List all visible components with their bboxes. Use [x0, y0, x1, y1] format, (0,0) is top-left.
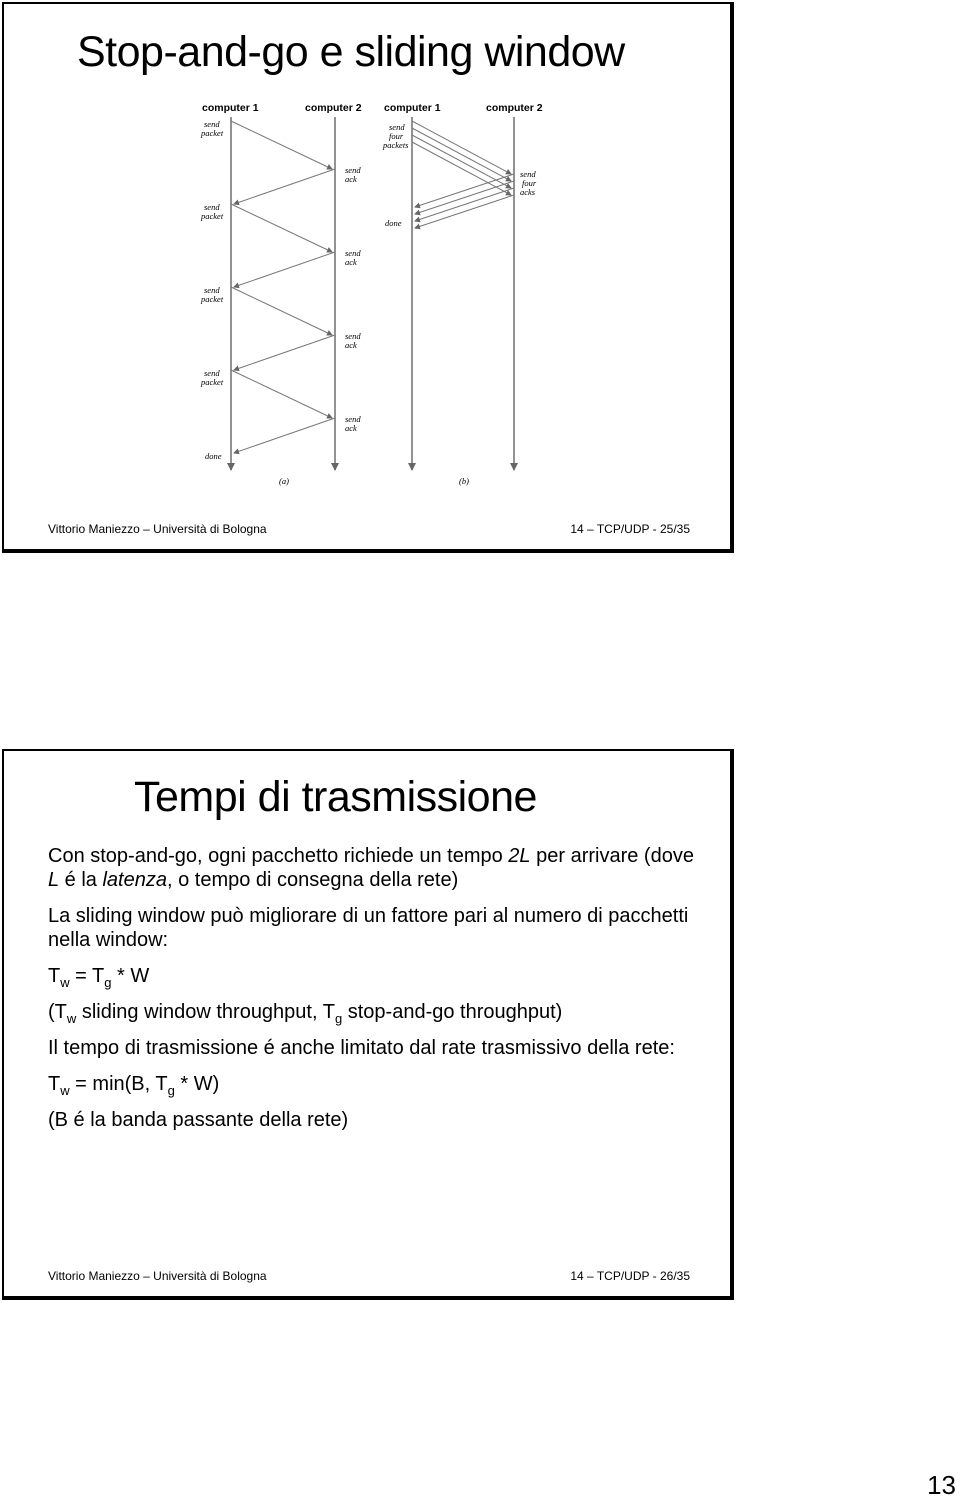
svg-text:ack: ack [345, 257, 357, 267]
footer-slide-number: 14 – TCP/UDP - 25/35 [570, 522, 690, 536]
paragraph-throughput-legend: ($T_w$ sliding window throughput, $T_g$ stop-and-go throughput) [48, 1001, 563, 1026]
slide-body [48, 844, 708, 1144]
svg-text:four: four [522, 178, 537, 188]
svg-text:packet: packet [201, 294, 224, 304]
svg-text:acks: acks [520, 187, 536, 197]
diagram-a-computer1-header: computer 1 [202, 102, 259, 114]
svg-text:four: four [389, 131, 404, 141]
formula-tw-min: $T_w = \min(B$, $T_g * W$) [48, 1073, 220, 1098]
slide-footer [48, 522, 690, 536]
svg-text:packet: packet [201, 211, 224, 221]
footer-author: Vittorio Maniezzo – Università di Bologna [48, 522, 267, 536]
svg-text:packet: packet [201, 128, 224, 138]
diagram-a-computer2-header: computer 2 [305, 102, 362, 114]
svg-text:ack: ack [345, 423, 357, 433]
diagram-b-caption: (b) [459, 476, 469, 486]
svg-text:send: send [345, 248, 361, 258]
paragraph-bandwidth: (B é la banda passante della rete) [48, 1109, 349, 1131]
footer-slide-number: 14 – TCP/UDP - 26/35 [570, 1269, 690, 1283]
diagram-a-messages [231, 121, 335, 453]
svg-text:send: send [204, 119, 220, 129]
svg-text:done: done [385, 218, 402, 228]
svg-text:send: send [204, 285, 220, 295]
slide-stop-and-go [2, 2, 734, 553]
svg-text:send: send [345, 165, 361, 175]
diagram-a-caption: (a) [279, 476, 289, 486]
svg-text:done: done [205, 451, 222, 461]
paragraph-stop-and-go: Con stop-and-go, ogni pacchetto richiede un tempo 2L per arrivare (dove L é la latenza, o tempo di consegna della rete) [48, 845, 694, 891]
paragraph-sliding-window: La sliding window può migliorare di un fattore pari al numero di pacchetti nella window: [48, 905, 689, 951]
svg-text:packets: packets [383, 140, 409, 150]
svg-text:send: send [204, 368, 220, 378]
svg-text:send: send [345, 414, 361, 424]
svg-text:ack: ack [345, 340, 357, 350]
timing-diagram [4, 4, 732, 504]
svg-text:send: send [389, 122, 405, 132]
svg-text:send: send [345, 331, 361, 341]
slide-tempi-trasmissione [2, 749, 734, 1300]
footer-author: Vittorio Maniezzo – Università di Bologna [48, 1269, 267, 1283]
slide-title: Tempi di trasmissione [134, 773, 537, 821]
diagram-b-computer1-header: computer 1 [384, 102, 441, 114]
svg-text:send: send [520, 169, 536, 179]
slide-footer [48, 1269, 690, 1283]
page-number: 13 [927, 1470, 956, 1500]
svg-text:ack: ack [345, 174, 357, 184]
diagram-b-messages [412, 121, 514, 228]
paragraph-rate-limit: Il tempo di trasmissione é anche limitato dal rate trasmissivo della rete: [48, 1037, 675, 1059]
slide-title: Stop-and-go e sliding window [77, 28, 625, 76]
svg-text:packet: packet [201, 377, 224, 387]
svg-text:send: send [204, 202, 220, 212]
formula-tw: $T_w = T_g * W$ [48, 965, 150, 990]
diagram-b-computer2-header: computer 2 [486, 102, 543, 114]
